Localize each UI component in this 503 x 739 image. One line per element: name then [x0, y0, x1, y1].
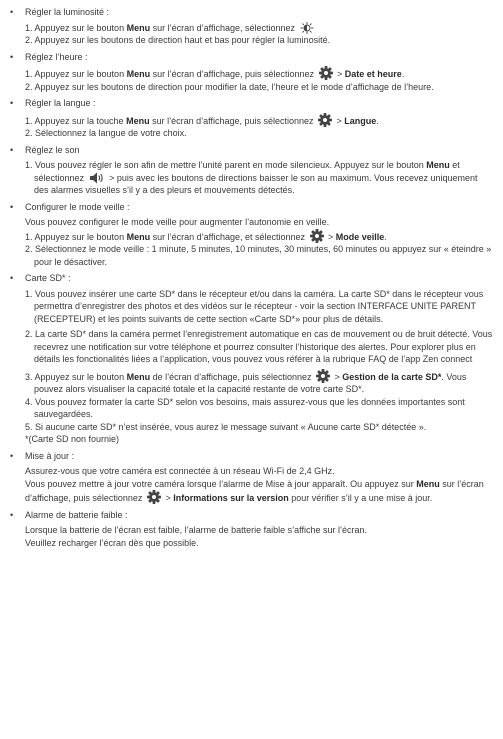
- menu-item-label: Mode veille: [335, 231, 385, 242]
- paragraph: Veuillez recharger l’écran dès que possible.: [25, 537, 199, 548]
- step-2: 2. Sélectionnez la langue de votre choix.: [25, 128, 187, 138]
- step-1: [25, 229, 493, 244]
- menu-label: Menu: [126, 69, 151, 79]
- step-1: 1. Vous pouvez insérer une carte SD* dans le récepteur et/ou dans la caméra. La carte SD* dans le récepteur vous permettra d’enregistrer des photos et des vidéos sur le récepteur - voir la section INTERFACE UNITE PARENT (RECEPTEUR) et les points suivants de cette section «Carte SD*» pour plus de détails.: [25, 288, 484, 324]
- menu-label: Menu: [126, 115, 150, 126]
- section-sd-card: [10, 272, 493, 446]
- section-brightness: [10, 6, 493, 47]
- separator: >: [332, 371, 343, 382]
- section-title: Régler la langue :: [25, 98, 96, 108]
- step-text: sur l’écran d’affichage, et sélectionnez: [150, 231, 306, 242]
- bullet: •: [10, 7, 14, 17]
- gear-icon: [310, 229, 324, 243]
- step-text: de l’écran d’affichage, puis sélectionnez: [150, 371, 312, 382]
- menu-label: Menu: [126, 371, 151, 382]
- gear-icon: [316, 369, 330, 383]
- menu-label: Menu: [426, 160, 450, 170]
- step-text: . Vous pouvez alors visualiser la capacité totale et la capacité restante de votre carte SD*.: [34, 371, 467, 394]
- paragraph: Lorsque la batterie de l’écran est faible, l’alarme de batterie faible s’affiche sur l’écran.: [25, 525, 368, 535]
- section-title: Régler la luminosité :: [25, 7, 110, 17]
- step-text: sur l’écran d’affichage, sélectionnez: [150, 22, 295, 33]
- footnote: *(Carte SD non fournie): [25, 434, 120, 444]
- bullet: •: [10, 201, 14, 212]
- step-text: sur l’écran d’affichage, puis sélectionnez: [150, 69, 315, 79]
- section-title: Alarme de batterie faible :: [25, 509, 128, 520]
- section-title: Carte SD* :: [25, 273, 71, 283]
- section-title: Mise à jour :: [25, 450, 75, 461]
- section-intro: Vous pouvez configurer le mode veille pour augmenter l’autonomie en veille.: [25, 217, 330, 227]
- menu-item-label: Langue: [344, 115, 377, 126]
- menu-label: Menu: [126, 231, 151, 242]
- section-title: Configurer le mode veille :: [25, 201, 130, 212]
- step-text: Vous pouvez mettre à jour votre caméra lorsque l’alarme de Mise à jour apparaît. Ou appuyez sur: [25, 478, 417, 489]
- separator: >: [162, 493, 174, 503]
- step-text: pour vérifier s’il y a une mise à jour.: [288, 493, 433, 503]
- paragraph: Assurez-vous que votre caméra est connectée à un réseau Wi-Fi de 2,4 GHz.: [25, 466, 335, 476]
- section-sleep-mode: [10, 201, 493, 269]
- bullet: •: [10, 273, 14, 283]
- section-title: Réglez l’heure :: [25, 51, 88, 62]
- step-text: et sélectionnez: [34, 160, 460, 183]
- step-4: 4. Vous pouvez formater la carte SD* selon vos besoins, mais assurez-vous que les données importantes sont sauvegardées.: [25, 396, 465, 419]
- bullet: •: [10, 509, 14, 520]
- step-1: [25, 159, 493, 197]
- step-text: 1. Appuyez sur le bouton: [25, 22, 127, 33]
- step-2: 2. Appuyez sur les boutons de direction pour modifier la date, l’heure et le mode d’affichage de l’heure.: [25, 81, 434, 92]
- step-2: 2. La carte SD* dans la caméra permet l’enregistrement automatique en cas de mouvement ou de bruit détecté. Vous recevrez une notification sur votre téléphone et pourrez consulter l’historique des alertes. Pour explorer plus en détails les fonctionalités liées a l’application, vous pouvez vous référer à la rubrique FAQ de l’app Zen connect: [25, 329, 493, 364]
- step-2: 2. Sélectionnez le mode veille : 1 minute, 5 minutes, 10 minutes, 30 minutes, 60 minutes ou appuyez sur « éteindre » pour le désactiver.: [25, 244, 492, 267]
- step-2: 2. Appuyez sur les boutons de direction haut et bas pour régler la luminosité.: [25, 35, 331, 45]
- paragraph: [25, 478, 493, 505]
- menu-label: Menu: [416, 478, 440, 489]
- section-language: [10, 97, 493, 140]
- step-text: 3. Appuyez sur le bouton: [25, 371, 127, 382]
- section-time: [10, 51, 493, 94]
- step-text: .: [376, 115, 379, 126]
- separator: >: [334, 115, 345, 126]
- step-text: .: [384, 231, 387, 242]
- step-text: 1. Appuyez sur le bouton: [25, 69, 127, 79]
- menu-item-label: Date et heure: [344, 69, 402, 79]
- gear-icon: [147, 490, 161, 504]
- step-text: 1. Vous pouvez régler le son afin de mettre l’unité parent en mode silencieux. Appuyez sur le bouton: [25, 160, 427, 170]
- section-sound: [10, 144, 493, 197]
- section-low-battery: [10, 509, 493, 550]
- section-update: [10, 450, 493, 505]
- menu-item-label: Informations sur la version: [173, 493, 289, 503]
- step-text: .: [401, 69, 405, 79]
- step-1: [25, 113, 493, 128]
- gear-icon: [319, 66, 333, 80]
- separator: >: [334, 69, 345, 79]
- step-1: [25, 22, 493, 35]
- step-1: [25, 66, 493, 81]
- step-3: [25, 369, 493, 396]
- brightness-icon: [300, 22, 314, 34]
- bullet: •: [10, 144, 14, 155]
- bullet: •: [10, 51, 14, 62]
- step-5: 5. Si aucune carte SD* n’est insérée, vous aurez le message suivant « Aucune carte SD* détectée ».: [25, 421, 427, 432]
- step-text: sur l’écran d’affichage, puis sélectionnez: [25, 478, 484, 503]
- section-title: Réglez le son: [25, 144, 80, 155]
- gear-icon: [318, 113, 332, 127]
- bullet: •: [10, 450, 14, 461]
- separator: >: [325, 231, 336, 242]
- menu-label: Menu: [126, 22, 151, 33]
- bullet: •: [10, 98, 14, 108]
- speaker-icon: [89, 172, 105, 184]
- step-text: 1. Appuyez sur le bouton: [25, 231, 127, 242]
- menu-item-label: Gestion de la carte SD*: [342, 371, 442, 382]
- step-text: sur l’écran d’affichage, puis sélectionnez: [149, 115, 314, 126]
- step-text: 1. Appuyez sur la touche: [25, 115, 127, 126]
- step-text: > puis avec les boutons de directions baisser le son au maximum. Vous recevez uniquement des alarmes visuelles s’il y a des pleurs et mouvements détectés.: [34, 172, 478, 195]
